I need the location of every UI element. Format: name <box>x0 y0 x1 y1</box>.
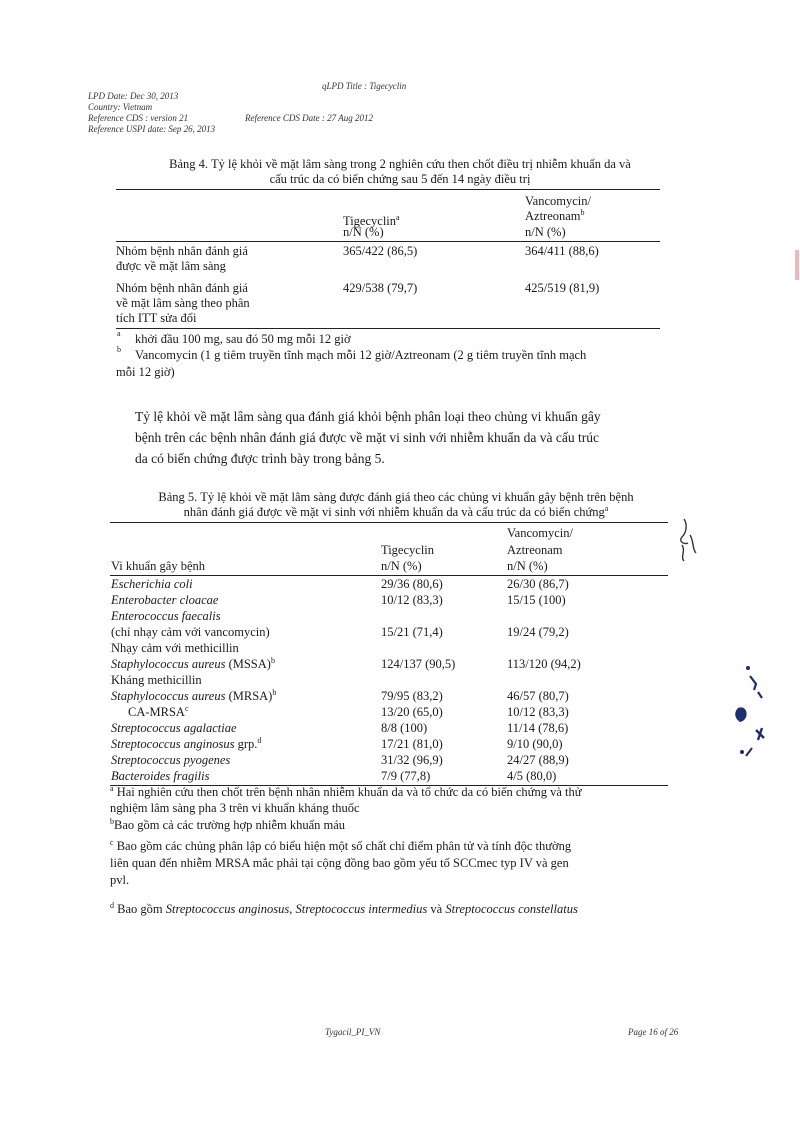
table-4-header-tigecyclin: Tigecyclin$^a$ <box>343 213 400 228</box>
table-5-row-name: Staphylococcus aureus (MSSA)$^b$ <box>111 656 275 671</box>
table-5-row-tigecyclin: 15/21 (71,4) <box>381 625 443 639</box>
table-5-row-tigecyclin: 17/21 (81,0) <box>381 737 443 751</box>
footer-document-name: Tygacil_PI_VN <box>325 1027 381 1037</box>
document-title: qLPD Title : Tigecyclin <box>322 81 407 91</box>
reference-cds-date: Reference CDS Date : 27 Aug 2012 <box>245 113 373 123</box>
table-5-row-name: Streptococcus anginosus grp.$^d$ <box>111 736 262 751</box>
table-5-header-pathogen: Vi khuẩn gây bệnh <box>111 559 206 573</box>
table-5-row-name: Escherichia coli <box>111 577 193 591</box>
table-5-row-tigecyclin: 79/95 (83,2) <box>381 689 443 703</box>
table-5-row-vancomycin: 113/120 (94,2) <box>507 657 581 671</box>
table-5-row-tigecyclin: 8/8 (100) <box>381 721 428 735</box>
table-5-caption-line1: Bảng 5. Tỷ lệ khỏi về mặt lâm sàng được đánh giá theo các chủng vi khuẩn gây bệnh trên bệnh <box>158 490 634 504</box>
table-5-row-tigecyclin: 31/32 (96,9) <box>381 753 443 767</box>
table-4-header-aztreonam: Aztreonam$^b$ <box>525 208 585 223</box>
table-4-row1-tigecyclin: 365/422 (86,5) <box>343 244 418 258</box>
table-4-footnote-b2: mỗi 12 giờ) <box>116 365 175 379</box>
table-5-row-vancomycin: 4/5 (80,0) <box>507 769 557 783</box>
table-5-header-tigecyclin: Tigecyclin <box>381 543 435 557</box>
table-4-unit-vancomycin: n/N (%) <box>525 225 566 239</box>
table-5-row-vancomycin: 10/12 (83,3) <box>507 705 569 719</box>
table-5-row-name: Nhạy cảm với methicillin <box>111 641 239 655</box>
table-4-top-rule <box>116 189 660 190</box>
paragraph-line3: da có biến chứng được trình bày trong bảng 5. <box>135 451 385 466</box>
reference-cds: Reference CDS : version 21 <box>88 113 189 123</box>
table-5-row-name: CA-MRSA$^c$ <box>128 704 189 719</box>
table-4-row2-tigecyclin: 429/538 (79,7) <box>343 281 418 295</box>
stamp-fragment-icon <box>728 660 788 770</box>
table-5-header-aztreonam: Aztreonam <box>507 543 563 557</box>
table-4-header-rule <box>116 241 660 242</box>
table-4-caption-line1: Bảng 4. Tỷ lệ khỏi về mặt lâm sàng trong 2 nghiên cứu then chốt điều trị nhiễm khuẩn da và <box>169 157 631 171</box>
scan-edge-mark <box>795 250 799 280</box>
table-5-row-vancomycin: 9/10 (90,0) <box>507 737 563 751</box>
table-4-caption-line2: cấu trúc da có biến chứng sau 5 đến 14 ngày điều trị <box>269 172 531 186</box>
table-5-row-name: Streptococcus agalactiae <box>111 721 237 735</box>
country: Country: Vietnam <box>88 102 153 112</box>
table-5-footnote-d: $^d$ Bao gồm Streptococcus anginosus, Streptococcus intermedius và Streptococcus constellatus <box>110 901 578 916</box>
table-5-footnote-c1: $^c$ Bao gồm các chủng phân lập có biểu hiện một số chất chỉ điểm phân tử và tính độc thường <box>110 838 572 853</box>
table-4-bottom-rule <box>116 328 660 329</box>
table-4-footnote-a-mark: a <box>117 329 121 338</box>
table-4-row2-label2: về mặt lâm sàng theo phân <box>116 296 250 310</box>
table-5-row-tigecyclin: 7/9 (77,8) <box>381 769 431 783</box>
table-5-row-name: Kháng methicillin <box>111 673 202 687</box>
table-4-row1-label2: được về mặt lâm sàng <box>116 259 226 273</box>
table-5-row-name: Enterobacter cloacae <box>111 593 219 607</box>
table-5-row-name: Staphylococcus aureus (MRSA)$^b$ <box>111 688 277 703</box>
table-5-unit-vancomycin: n/N (%) <box>507 559 548 573</box>
table-5-row-vancomycin: 46/57 (80,7) <box>507 689 569 703</box>
table-5-footnote-b: $^b$Bao gồm cả các trường hợp nhiễm khuẩn máu <box>110 817 346 832</box>
table-5-row-tigecyclin: 10/12 (83,3) <box>381 593 443 607</box>
table-5-top-rule <box>110 522 668 523</box>
table-5-footnote-a2: nghiệm lâm sàng pha 3 trên vi khuẩn kháng thuốc <box>110 801 360 815</box>
table-4-row2-label1: Nhóm bệnh nhân đánh giá <box>116 281 248 295</box>
table-4-row1-vancomycin: 364/411 (88,6) <box>525 244 599 258</box>
table-5-header-vancomycin: Vancomycin/ <box>507 526 573 540</box>
table-4-row1-label1: Nhóm bệnh nhân đánh giá <box>116 244 248 258</box>
table-5-row-tigecyclin: 29/36 (80,6) <box>381 577 443 591</box>
table-5-footnote-a1: $^a$ Hai nghiên cứu then chốt trên bệnh nhân nhiễm khuẩn da và tổ chức da có biến chứng và thử <box>110 784 582 799</box>
paragraph-line2: bệnh trên các bệnh nhân đánh giá được về mặt vi sinh với nhiễm khuẩn da và cấu trúc <box>135 430 599 445</box>
table-4-unit-tigecyclin: n/N (%) <box>343 225 384 239</box>
table-5-row-vancomycin: 19/24 (79,2) <box>507 625 569 639</box>
table-4-footnote-b-mark: b <box>117 345 121 354</box>
table-5-row-vancomycin: 11/14 (78,6) <box>507 721 569 735</box>
reference-uspi-date: Reference USPI date: Sep 26, 2013 <box>88 124 216 134</box>
table-4-row2-vancomycin: 425/519 (81,9) <box>525 281 600 295</box>
table-5-row-name: Streptococcus pyogenes <box>111 753 231 767</box>
table-5-row-name: Bacteroides fragilis <box>111 769 210 783</box>
table-5-caption-line2: nhân đánh giá được về mặt vi sinh với nhiễm khuẩn da và cấu trúc da có biến chứng$^a$ <box>183 504 609 519</box>
table-5-row-tigecyclin: 124/137 (90,5) <box>381 657 456 671</box>
paragraph-line1: Tỷ lệ khỏi về mặt lâm sàng qua đánh giá khỏi bệnh phân loại theo chủng vi khuẩn gây <box>135 409 601 424</box>
table-5-row-tigecyclin: 13/20 (65,0) <box>381 705 443 719</box>
lpd-date: LPD Date: Dec 30, 2013 <box>88 91 179 101</box>
table-5-row-vancomycin: 15/15 (100) <box>507 593 566 607</box>
table-5-row-vancomycin: 26/30 (86,7) <box>507 577 569 591</box>
table-4-header-vancomycin: Vancomycin/ <box>525 194 591 208</box>
footer-page-number: Page 16 of 26 <box>628 1027 679 1037</box>
table-5-row-name: (chỉ nhạy cảm với vancomycin) <box>111 625 270 639</box>
table-5-row-name: Enterococcus faecalis <box>111 609 221 623</box>
handwritten-initial-icon <box>672 515 702 565</box>
table-4-footnote-a: khởi đầu 100 mg, sau đó 50 mg mỗi 12 giờ <box>135 332 351 346</box>
table-5-footnote-c3: pvl. <box>110 873 130 887</box>
table-4-row2-label3: tích ITT sửa đổi <box>116 311 197 325</box>
table-5-row-vancomycin: 24/27 (88,9) <box>507 753 569 767</box>
table-5-footnote-c2: liên quan đến nhiễm MRSA mắc phải tại cộng đồng bao gồm yếu tố SCCmec typ IV và gen <box>110 856 569 870</box>
table-5-unit-tigecyclin: n/N (%) <box>381 559 422 573</box>
table-4-footnote-b1: Vancomycin (1 g tiêm truyền tĩnh mạch mỗi 12 giờ/Aztreonam (2 g tiêm truyền tĩnh mạch <box>135 348 587 362</box>
